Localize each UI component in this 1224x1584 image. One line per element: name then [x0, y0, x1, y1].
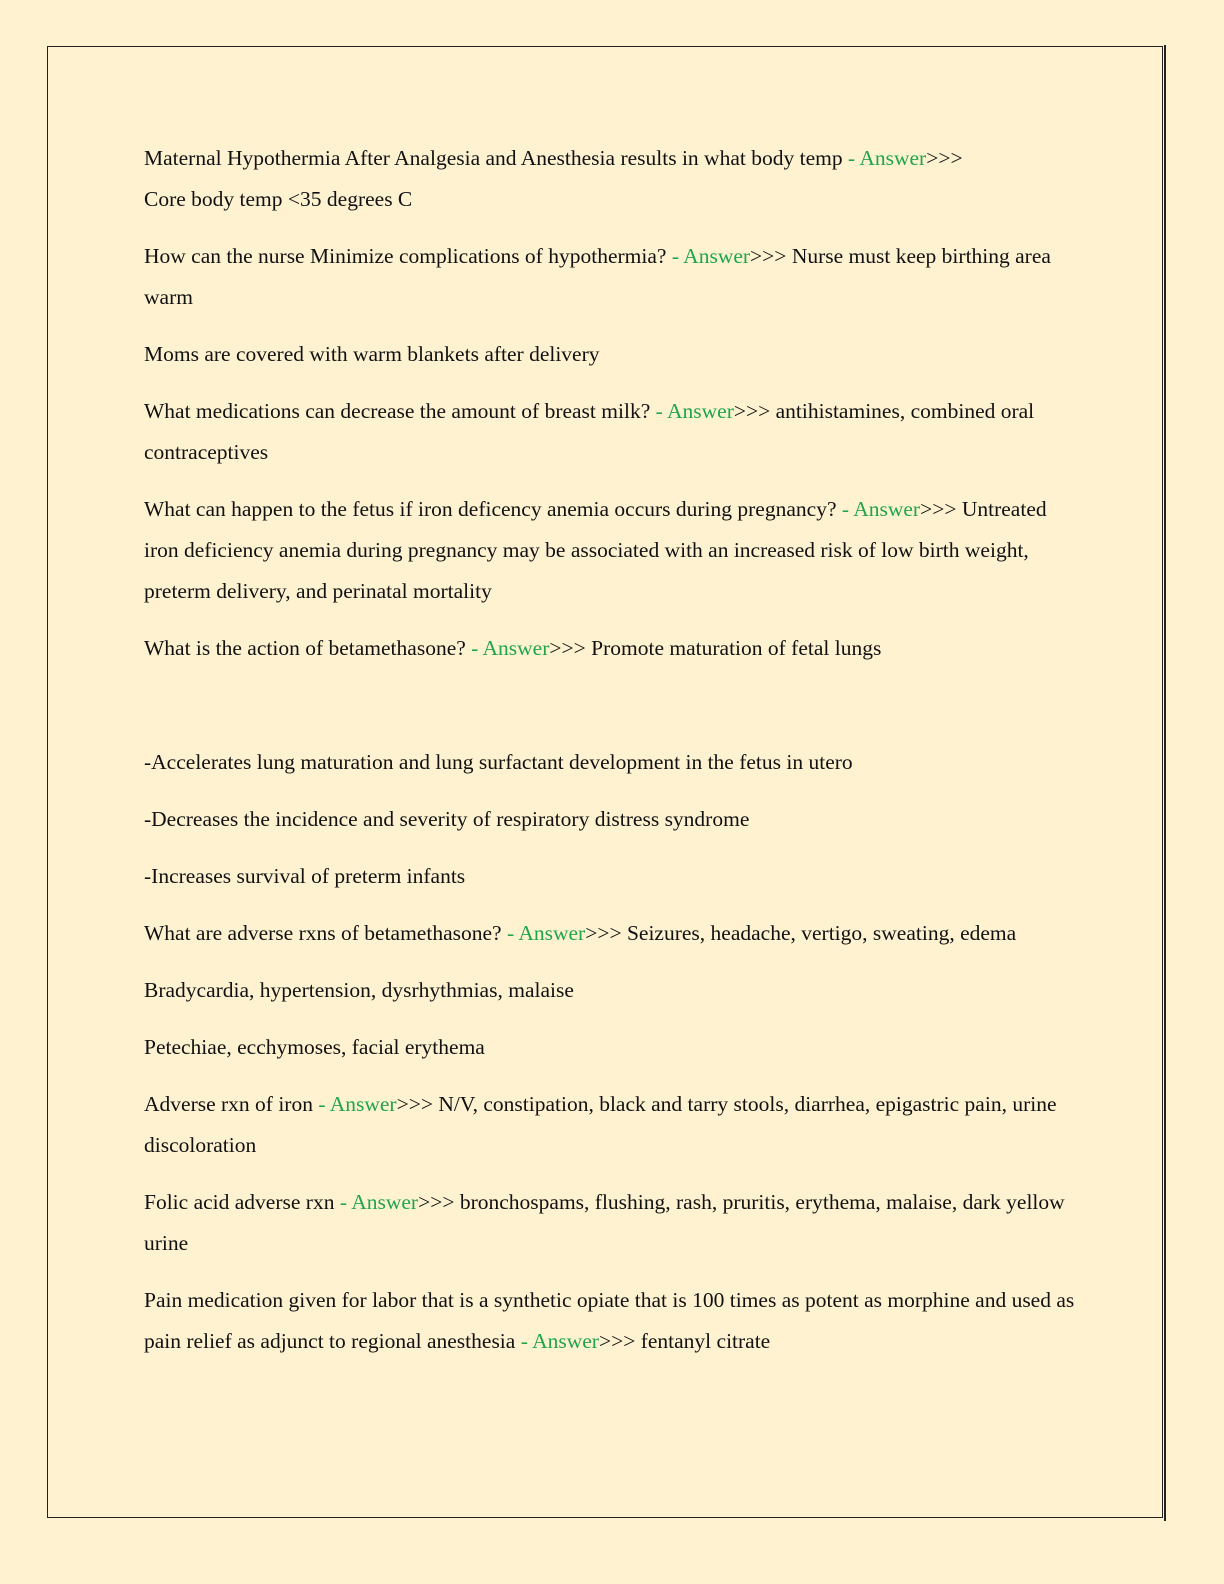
answer-marker: >>>	[418, 1190, 455, 1214]
answer-text: Core body temp <35 degrees C	[144, 187, 413, 211]
answer-text: N/V, constipation, black and tarry stools, diarrhea, epigastric pain, urine discoloration	[144, 1092, 1057, 1157]
question-text: How can the nurse Minimize complications of hypothermia?	[144, 244, 667, 268]
answer-text: fentanyl citrate	[635, 1329, 771, 1353]
qa-item	[144, 1084, 1084, 1166]
answer-marker: >>>	[585, 921, 622, 945]
qa-item	[144, 1182, 1084, 1264]
note-paragraph	[144, 799, 1084, 840]
answer-dash: -	[666, 244, 684, 268]
answer-dash: -	[842, 146, 860, 170]
qa-item	[144, 138, 1084, 220]
note-text: -Accelerates lung maturation and lung surfactant development in the fetus in utero	[144, 750, 853, 774]
answer-label: Answer	[532, 1329, 599, 1353]
note-paragraph	[144, 856, 1084, 897]
qa-item	[144, 628, 1084, 669]
answer-dash: -	[515, 1329, 533, 1353]
answer-label: Answer	[482, 636, 550, 660]
answer-text: antihistamines, combined oral contraceptives	[144, 399, 1035, 464]
question-text: What medications can decrease the amount of breast milk?	[144, 399, 651, 423]
question-text: Maternal Hypothermia After Analgesia and Anesthesia results in what body temp	[144, 146, 843, 170]
answer-marker: >>>	[733, 399, 771, 423]
note-text: -Increases survival of preterm infants	[144, 864, 466, 888]
qa-item	[144, 391, 1084, 473]
note-text: Bradycardia, hypertension, dysrhythmias, malaise	[144, 978, 574, 1002]
note-paragraph	[144, 1027, 1084, 1068]
question-text: What are adverse rxns of betamethasone?	[144, 921, 502, 945]
question-text: Pain medication given for labor that is a synthetic opiate that is 100 times as potent as morphine and used as pain relief as adjunct to regional anesthesia	[144, 1288, 1075, 1353]
answer-text: bronchospams, flushing, rash, pruritis, erythema, malaise, dark yellow urine	[144, 1190, 1065, 1255]
question-text: What is the action of betamethasone?	[144, 636, 466, 660]
qa-item	[144, 236, 1084, 318]
answer-label: Answer	[518, 921, 586, 945]
answer-marker: >>>	[926, 146, 963, 170]
answer-label: Answer	[683, 244, 751, 268]
question-text: Folic acid adverse rxn	[144, 1190, 335, 1214]
answer-marker: >>>	[920, 497, 957, 521]
note-text: Moms are covered with warm blankets after delivery	[144, 342, 600, 366]
answer-label: Answer	[351, 1190, 419, 1214]
note-paragraph	[144, 970, 1084, 1011]
answer-marker: >>>	[598, 1329, 636, 1353]
note-text: -Decreases the incidence and severity of respiratory distress syndrome	[144, 807, 750, 831]
answer-label: Answer	[666, 399, 734, 423]
answer-marker: >>>	[396, 1092, 433, 1116]
answer-dash: -	[501, 921, 519, 945]
answer-dash: -	[650, 399, 667, 423]
note-paragraph	[144, 742, 1084, 783]
answer-label: Answer	[329, 1092, 397, 1116]
note-paragraph	[144, 334, 1084, 375]
qa-item	[144, 489, 1084, 612]
answer-marker: >>>	[750, 244, 787, 268]
qa-item	[144, 913, 1084, 954]
answer-label: Answer	[853, 497, 921, 521]
answer-text: Nurse must keep birthing area warm	[144, 244, 1051, 309]
answer-dash: -	[312, 1092, 330, 1116]
answer-text: Seizures, headache, vertigo, sweating, edema	[621, 921, 1017, 945]
answer-dash: -	[836, 497, 854, 521]
question-text: Adverse rxn of iron	[144, 1092, 313, 1116]
document-body	[144, 138, 1084, 1378]
answer-dash: -	[334, 1190, 352, 1214]
answer-marker: >>>	[549, 636, 586, 660]
question-text: What can happen to the fetus if iron deficency anemia occurs during pregnancy?	[144, 497, 837, 521]
qa-item	[144, 1280, 1084, 1362]
answer-dash: -	[465, 636, 483, 660]
answer-label: Answer	[859, 146, 927, 170]
note-text: Petechiae, ecchymoses, facial erythema	[144, 1035, 485, 1059]
spacer	[144, 685, 1084, 742]
answer-text: Promote maturation of fetal lungs	[585, 636, 882, 660]
answer-text: Untreated iron deficiency anemia during pregnancy may be associated with an increased risk of low birth weight, preterm delivery, and perinatal mortality	[144, 497, 1047, 603]
